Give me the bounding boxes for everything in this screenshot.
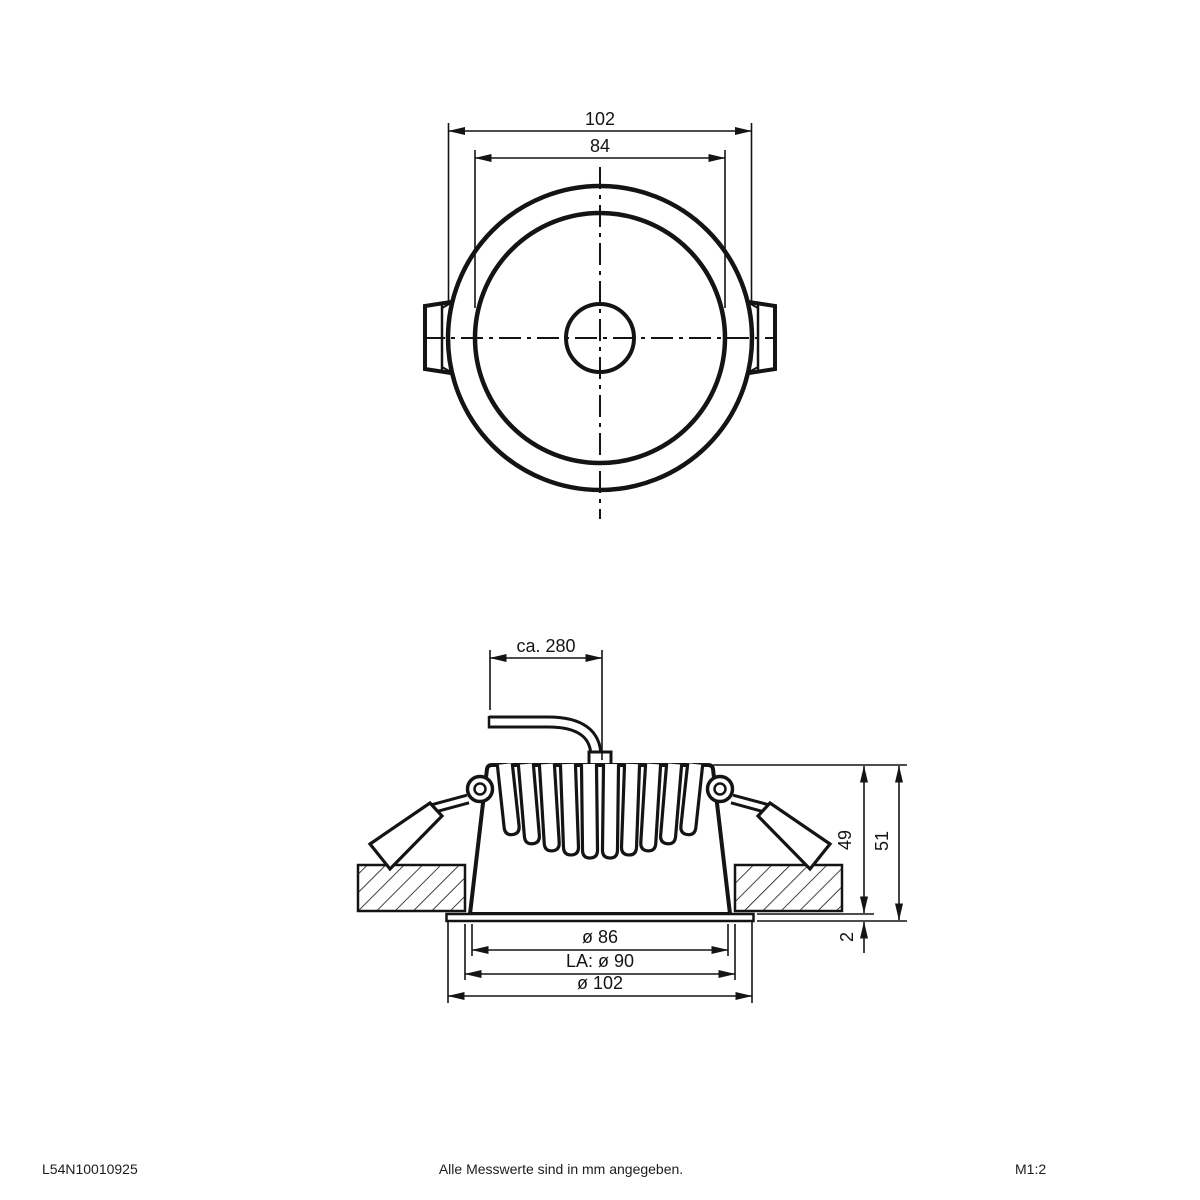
dim-recess-depth-label: 49 (835, 829, 855, 851)
trim-flange (447, 914, 754, 921)
spring-clip-right (708, 777, 831, 870)
dim-total-height-label: 51 (872, 830, 892, 852)
ceiling-section-right (735, 865, 842, 911)
dim-flange-diameter-label: ø 102 (576, 973, 624, 993)
article-number: L54N10010925 (42, 1161, 138, 1177)
dim-inner-diameter-label: 84 (589, 136, 611, 156)
spring-clip-left (370, 777, 493, 870)
top-view (423, 109, 777, 519)
dim-outer-diameter-label: 102 (584, 109, 616, 129)
drawing-scale: M1:2 (1015, 1161, 1047, 1177)
dim-cable-length-label: ca. 280 (516, 636, 576, 656)
cable-dimension (490, 650, 602, 760)
dim-cutout-diameter-label: LA: ø 90 (565, 951, 635, 971)
dim-flange-thickness-label: 2 (837, 931, 857, 943)
dim-body-diameter-label: ø 86 (581, 927, 619, 947)
power-cable (489, 716, 596, 757)
side-view (358, 636, 907, 1003)
measurement-note: Alle Messwerte sind in mm angegeben. (438, 1161, 684, 1177)
ceiling-section-left (358, 865, 465, 911)
